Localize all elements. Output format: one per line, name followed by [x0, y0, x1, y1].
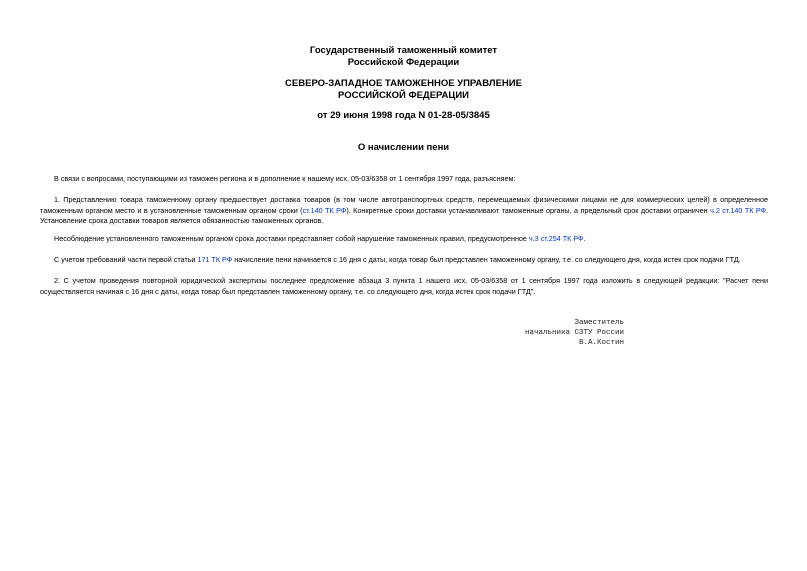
signature-department: начальника СЗТУ России — [524, 329, 624, 337]
document-subject — [0, 142, 807, 154]
paragraph-4-text-b: начисление пени начинается с 16 дня с даты, когда товар был представлен таможенному органу, т.е. со следующего дня, когда истек срок подачи ГТД. — [232, 255, 741, 264]
signature-name: В.А.Костин — [578, 339, 624, 347]
link-art-140[interactable]: ст.140 ТК РФ — [302, 205, 347, 215]
org-line-2: Российской Федерации — [347, 57, 460, 68]
paragraph-5 — [40, 276, 768, 297]
paragraph-3 — [40, 234, 768, 245]
paragraph-2-text-b: ). Конкретные сроки доставки устанавливают таможенные органы, а предельный срок доставки ограничен — [346, 205, 711, 215]
paragraph-2-text-a: 1. Представлению товара таможенному органу предшествует доставка товаров (в том числе автотранспортных средств, перемещаемых физическими лицами не для коммерческих целей) в определенное таможенным органом место и в установленные таможенным органом сроки ( — [40, 195, 768, 215]
paragraph-3-text-a: Несоблюдение установленного таможенным органом срока доставки представляет собой нарушение таможенных правил, предусмотренное — [54, 234, 529, 243]
signature-block — [525, 318, 624, 348]
subject-text: О начислении пени — [357, 142, 450, 153]
paragraph-1-text: В связи с вопросами, поступающими из таможен региона и в дополнение к нашему исх. 05-03/6358 от 1 сентября 1997 года, разъясняем: — [54, 174, 516, 183]
link-part-2-art-140[interactable]: ч.2 ст.140 ТК РФ — [710, 205, 767, 215]
paragraph-3-text-b: . — [583, 234, 586, 243]
paragraph-2 — [40, 195, 768, 227]
link-part-3-art-254[interactable]: ч.3 ст.254 ТК РФ — [528, 234, 584, 243]
paragraph-4 — [40, 255, 768, 266]
paragraph-4-text-a: С учетом требований части первой статьи — [54, 255, 198, 264]
dept-line-1: СЕВЕРО-ЗАПАДНОЕ ТАМОЖЕННОЕ УПРАВЛЕНИЕ — [285, 78, 522, 89]
link-art-171[interactable]: 171 ТК РФ — [197, 255, 233, 264]
paragraph-5-text: 2. С учетом проведения повторной юридической экспертизы последнее предложение абзаца 3 пункта 1 нашего исх. 05-03/6358 от 1 сентября 1997 года изложить в следующей редакции: "Расчет пени осуществляется начиная с 16 дня с даты, когда товар был представлен таможенному органу, т.е. со следующего дня, когда истек срок подачи ГТД". — [40, 276, 768, 296]
document-date-number — [0, 110, 807, 122]
department-title — [0, 78, 807, 102]
paragraph-2-text-c: . Установление срока доставки товаров является обязанностью таможенных органов. — [40, 205, 769, 225]
org-line-1: Государственный таможенный комитет — [309, 45, 498, 56]
date-number-text: от 29 июня 1998 года N 01-28-05/3845 — [317, 110, 490, 121]
signature-position: Заместитель — [574, 319, 624, 327]
dept-line-2: РОССИЙСКОЙ ФЕДЕРАЦИИ — [337, 90, 469, 101]
paragraph-1 — [40, 174, 768, 185]
issuing-organization — [0, 45, 807, 69]
